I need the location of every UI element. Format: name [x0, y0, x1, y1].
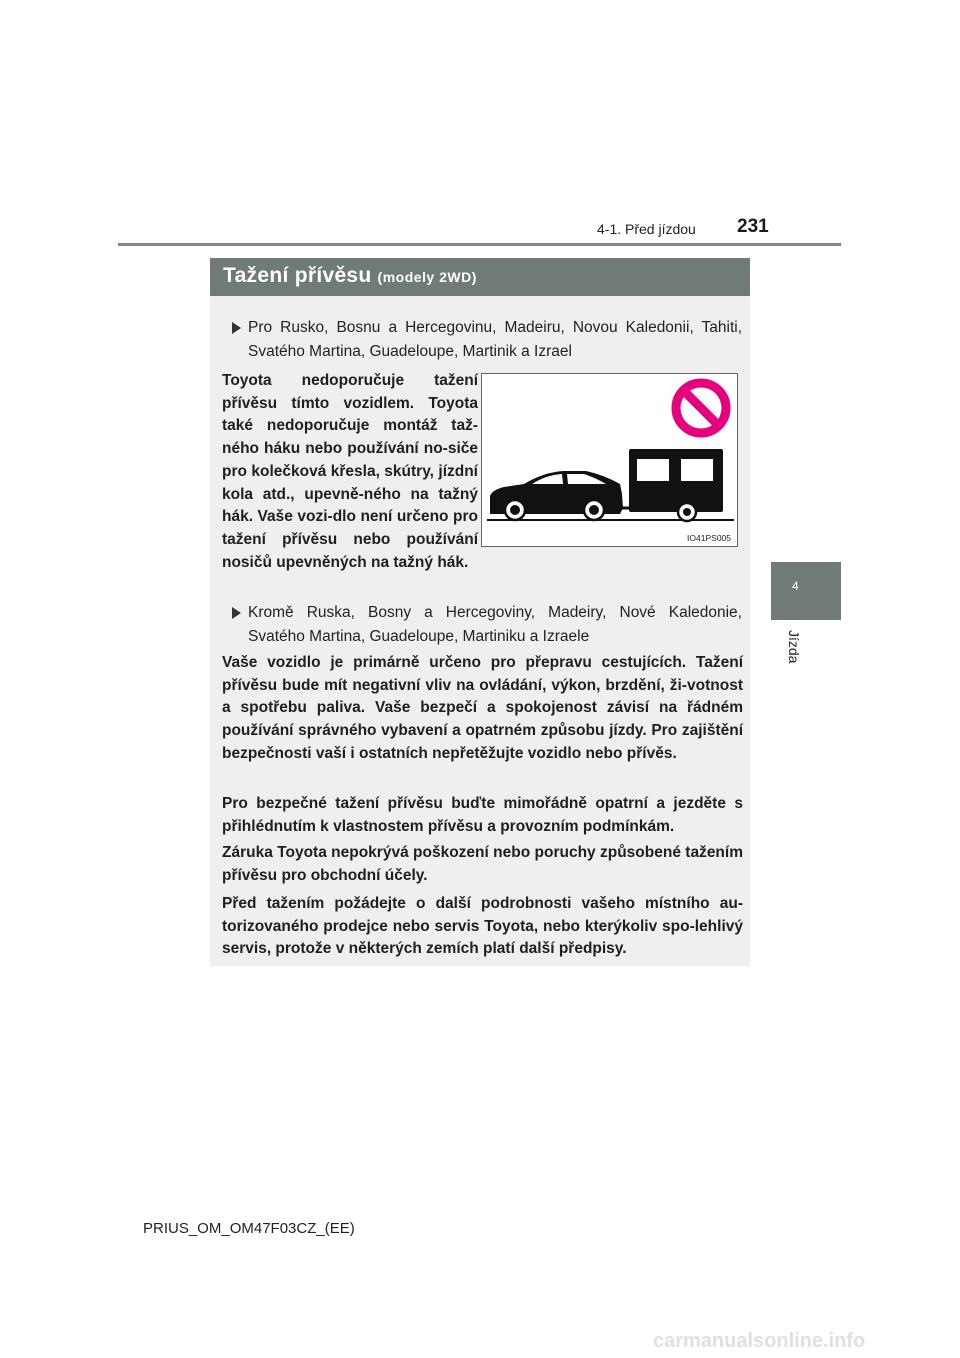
- triangle-bullet-icon: [232, 607, 241, 619]
- section-title-sub: (modely 2WD): [377, 269, 477, 285]
- paragraph: Vaše vozidlo je primárně určeno pro přepravu cestujících. Tažení přívěsu bude mít negativní vliv na ovládání, výkon, brzdění, ži-votnost a spotřebu paliva. Vaše bezpečí a spokojenost závisí na řádném používání správného vybavení a opatrném způsobu jízdy. Pro zajištění bezpečnosti vaší i ostatních nepřetěžujte vozidlo nebo přívěs.: [222, 654, 743, 762]
- bullet-item: [232, 601, 742, 648]
- header-rule: [118, 243, 841, 246]
- bullet-item: [232, 316, 742, 363]
- header-page-number: 231: [737, 216, 769, 237]
- paragraph: Záruka Toyota nepokrývá poškození nebo poruchy způsobené tažením přívěsu pro obchodní účely.: [222, 844, 743, 884]
- chapter-side-label: Jízda: [786, 630, 802, 664]
- trailer-icon: [629, 449, 723, 521]
- towing-illustration: [481, 373, 738, 547]
- chapter-number: 4: [792, 579, 799, 593]
- section-title: [223, 264, 477, 288]
- paragraph: Toyota nedoporučuje tažení přívěsu tímto vozidlem. Toyota také nedoporučuje montáž taž-ného háku nebo používání no-siče pro kolečková křesla, skútry, jízdní kola atd., upevně-ného na tažný hák. Vaše vozi-dlo není určeno pro tažení přívěsu nebo používání nosičů upevněných na tažný hák.: [222, 372, 478, 571]
- footer-document-code: PRIUS_OM_OM47F03CZ_(EE): [143, 1220, 355, 1237]
- bullet-text-line: Kromě Ruska, Bosny a Hercegoviny, Madeiry, Nové Kaledonie,: [248, 604, 742, 621]
- triangle-bullet-icon: [232, 322, 241, 334]
- towing-drawing: [482, 374, 737, 546]
- car-icon: [490, 471, 623, 520]
- bullet-text-line: Svatého Martina, Guadeloupe, Martiniku a Izraele: [248, 627, 590, 645]
- section-title-main: Tažení přívěsu: [223, 264, 372, 287]
- figure-code: IO41PS005: [687, 533, 731, 543]
- bullet-text-line: Pro Rusko, Bosnu a Hercegovinu, Madeiru, Novou Kaledonii, Tahiti,: [248, 319, 742, 336]
- paragraph: Pro bezpečné tažení přívěsu buďte mimořádně opatrní a jezděte s přihlédnutím k vlastnostem přívěsu a provozním podmínkám.: [222, 795, 743, 835]
- section-title-bar: [210, 258, 750, 296]
- header-section-title: 4-1. Před jízdou: [597, 221, 696, 237]
- chapter-side-tab: [771, 562, 841, 620]
- prohibition-icon: [676, 383, 726, 433]
- watermark: carmanualsonline.info: [653, 1330, 866, 1352]
- paragraph: Před tažením požádejte o další podrobnosti vašeho místního au-torizovaného prodejce nebo servis Toyota, nebo kterýkoliv spo-lehlivý servis, protože v některých zemích platí další předpisy.: [222, 895, 743, 958]
- bullet-text-line: Svatého Martina, Guadeloupe, Martinik a Izrael: [248, 342, 572, 360]
